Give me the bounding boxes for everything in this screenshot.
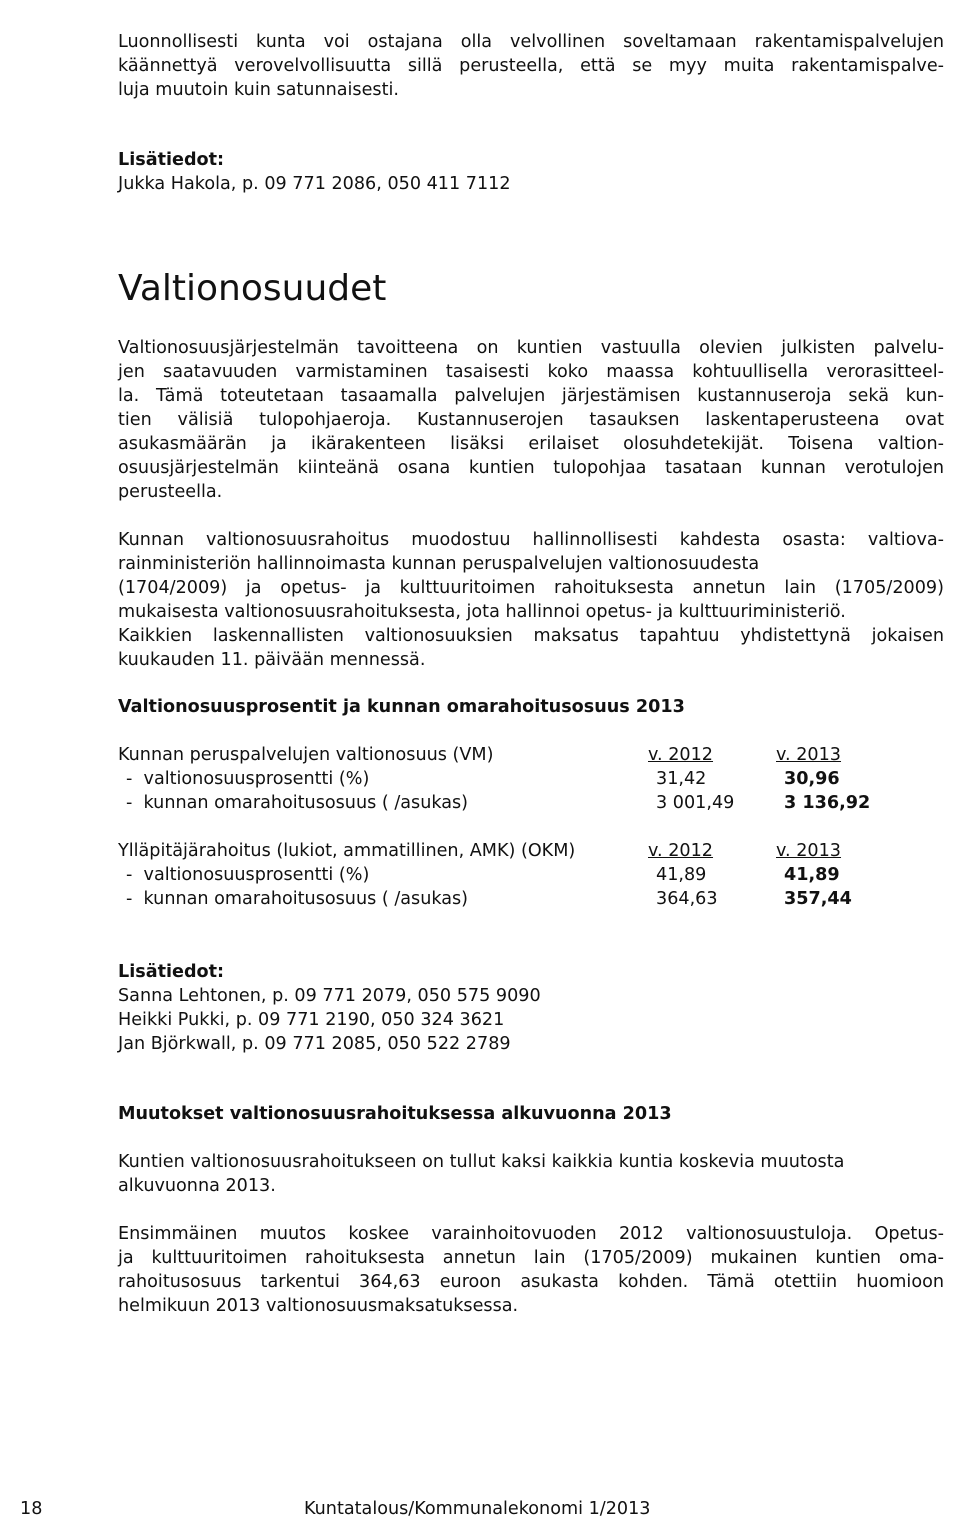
section-title: Valtionosuudet: [118, 268, 387, 309]
table-row: [118, 767, 944, 791]
contact-line: Heikki Pukki, p. 09 771 2190, 050 324 3621: [118, 1010, 505, 1030]
table-row: [118, 887, 944, 911]
changes-p2-line-3: rahoitusosuus tarkentui 364,63 euroon asukasta kohden. Tämä otettiin huomioon: [118, 1272, 944, 1292]
table-row: [118, 791, 944, 815]
row-value-2012: 364,63: [656, 889, 718, 909]
para2-line-4: mukaisesta valtionosuusrahoituksesta, jota hallinnoi opetus- ja kulttuuriministeriö.: [118, 602, 846, 622]
year-2012-header: v. 2012: [648, 841, 714, 861]
year-2012-header: v. 2012: [648, 745, 714, 765]
intro-line-3: luja muutoin kuin satunnaisesti.: [118, 80, 399, 100]
para1-line-2: jen saatavuuden varmistaminen tasaisesti koko maassa kohtuullisella verorasitteel-: [118, 362, 944, 382]
intro-line-1: Luonnollisesti kunta voi ostajana olla velvollinen soveltamaan rakentamispalvelujen: [118, 32, 944, 52]
changes-paragraph-1: [118, 1150, 944, 1198]
para2-line-5: Kaikkien laskennallisten valtionosuuksien maksatus tapahtuu yhdistettynä jokaisen: [118, 626, 944, 646]
contact-line: Jan Björkwall, p. 09 771 2085, 050 522 2789: [118, 1034, 511, 1054]
contacts-block: [118, 960, 541, 1056]
contact-text: Jukka Hakola, p. 09 771 2086, 050 411 7112: [118, 174, 511, 194]
row-label: - kunnan omarahoitusosuus ( /asukas): [126, 793, 469, 813]
row-value-2013: 357,44: [784, 889, 852, 909]
year-2013-header: v. 2013: [776, 745, 842, 765]
table-group-2: [118, 839, 944, 911]
changes-p2-line-1: Ensimmäinen muutos koskee varainhoitovuoden 2012 valtionosuustuloja. Opetus-: [118, 1224, 944, 1244]
changes-heading: Muutokset valtionosuusrahoituksessa alkuvuonna 2013: [118, 1104, 672, 1124]
intro-line-2: käännettyä verovelvollisuutta sillä perusteella, että se myy muita rakentamispalve-: [118, 56, 944, 76]
publication-title: Kuntatalous/Kommunalekonomi 1/2013: [304, 1499, 651, 1519]
row-value-2012: 3 001,49: [656, 793, 735, 813]
group-title: Kunnan peruspalvelujen valtionosuus (VM): [118, 745, 494, 765]
para1-line-7: perusteella.: [118, 482, 223, 502]
table-header-row: [118, 743, 944, 767]
para1-line-6: osuusjärjestelmän kiinteänä osana kuntien tulopohjaa tasataan kunnan verotulojen: [118, 458, 944, 478]
table-heading: Valtionosuusprosentit ja kunnan omarahoitusosuus 2013: [118, 697, 685, 717]
intro-contact: [118, 148, 511, 196]
changes-p2-line-2: ja kulttuuritoimen rahoituksesta annetun lain (1705/2009) mukainen kuntien oma-: [118, 1248, 944, 1268]
row-value-2013: 30,96: [784, 769, 840, 789]
contacts-label: Lisätiedot:: [118, 962, 225, 982]
row-value-2012: 41,89: [656, 865, 707, 885]
para2-line-6: kuukauden 11. päivään mennessä.: [118, 650, 426, 670]
changes-p1-line-1: Kuntien valtionosuusrahoitukseen on tullut kaksi kaikkia kuntia koskevia muutosta: [118, 1152, 845, 1172]
row-label: - valtionosuusprosentti (%): [126, 865, 370, 885]
table-header-row: [118, 839, 944, 863]
para1-line-5: asukasmäärän ja ikärakenteen lisäksi erilaiset olosuhdetekijät. Toisena valtion-: [118, 434, 944, 454]
year-2013-header: v. 2013: [776, 841, 842, 861]
para1-line-4: tien välisiä tulopohjaeroja. Kustannuserojen tasauksen laskentaperusteena ovat: [118, 410, 944, 430]
changes-paragraph-2: [118, 1222, 944, 1318]
changes-p2-line-4: helmikuun 2013 valtionosuusmaksatuksessa.: [118, 1296, 519, 1316]
row-value-2012: 31,42: [656, 769, 707, 789]
para2-line-3: (1704/2009) ja opetus- ja kulttuuritoimen rahoituksesta annetun lain (1705/2009): [118, 578, 944, 598]
section-paragraph-1: [118, 336, 944, 504]
intro-paragraph: [118, 30, 944, 102]
para1-line-1: Valtionosuusjärjestelmän tavoitteena on kuntien vastuulla olevien julkisten palvelu-: [118, 338, 944, 358]
changes-p1-line-2: alkuvuonna 2013.: [118, 1176, 276, 1196]
row-label: - valtionosuusprosentti (%): [126, 769, 370, 789]
para1-line-3: la. Tämä toteutetaan tasaamalla palvelujen järjestämisen kustannuseroja sekä kun-: [118, 386, 944, 406]
para2-line-1: Kunnan valtionosuusrahoitus muodostuu hallinnollisesti kahdesta osasta: valtiova-: [118, 530, 944, 550]
row-value-2013: 3 136,92: [784, 793, 871, 813]
row-value-2013: 41,89: [784, 865, 840, 885]
page-number: 18: [20, 1499, 43, 1519]
row-label: - kunnan omarahoitusosuus ( /asukas): [126, 889, 469, 909]
section-paragraph-2: [118, 528, 944, 672]
contact-line: Sanna Lehtonen, p. 09 771 2079, 050 575 9090: [118, 986, 541, 1006]
table-group-1: [118, 743, 944, 815]
group-title: Ylläpitäjärahoitus (lukiot, ammatillinen, AMK) (OKM): [118, 841, 576, 861]
para2-line-2: rainministeriön hallinnoimasta kunnan peruspalvelujen valtionosuudesta: [118, 554, 760, 574]
contact-label: Lisätiedot:: [118, 150, 225, 170]
table-row: [118, 863, 944, 887]
